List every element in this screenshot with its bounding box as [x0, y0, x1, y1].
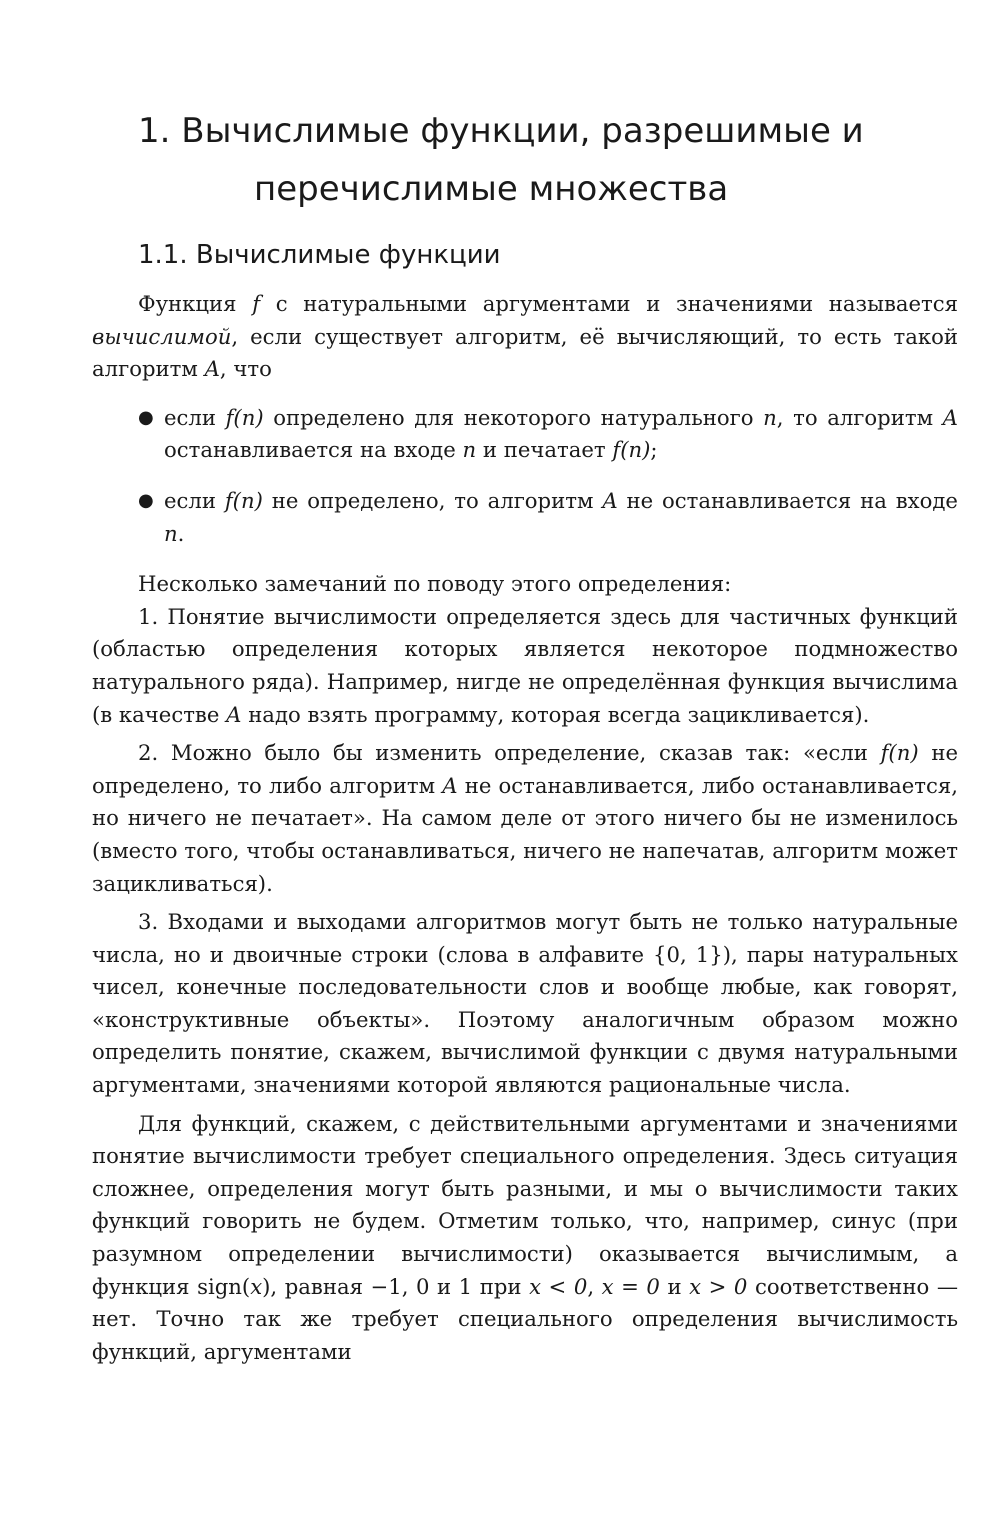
text-span: не определено, то либо алгоритм	[92, 740, 958, 798]
text-span: и	[659, 1273, 690, 1299]
math-fn: f(n)	[612, 437, 651, 463]
text-span: , то алгоритм	[776, 404, 943, 430]
emphasized-term: вычислимой	[92, 323, 232, 349]
body-text	[92, 288, 958, 1368]
text-span: ;	[650, 437, 658, 463]
math-A: A	[602, 487, 618, 513]
text-span: с натуральными аргументами и значениями называется	[260, 291, 959, 316]
definition-paragraph	[92, 288, 958, 386]
text-span: не определено, то алгоритм	[262, 487, 603, 513]
text-span: если	[164, 487, 225, 513]
remark-2	[92, 737, 958, 900]
text-span: .	[177, 520, 185, 546]
text-span: 1. Понятие вычислимости определяется здесь для частичных функций (областью определения которых является некоторое подмножество натурального ряда). Например, нигде не определённая функция вычислима (в качестве	[92, 603, 958, 727]
math-A: A	[204, 356, 220, 382]
math-n: n	[164, 520, 178, 546]
math-A: A	[226, 701, 242, 727]
chapter-title-line-2: перечислимые множества	[254, 169, 729, 209]
section-title: 1.1. Вычислимые функции	[138, 240, 501, 270]
math-A: A	[442, 772, 458, 798]
bullet-icon: ●	[138, 406, 154, 428]
remarks-intro: Несколько замечаний по поводу этого определения:	[138, 571, 732, 597]
math-A: A	[942, 404, 958, 430]
text-span: 2. Можно было бы изменить определение, сказав так: «если	[138, 740, 881, 766]
text-span: и печатает	[476, 437, 613, 463]
math-fn: f(n)	[880, 740, 919, 766]
real-functions-paragraph	[92, 1108, 958, 1369]
list-item	[138, 402, 958, 467]
text-span: надо взять программу, которая всегда зацикливается).	[241, 701, 870, 727]
text-span: останавливается на входе	[164, 437, 463, 463]
text-span: ,	[587, 1273, 602, 1299]
text-span: ), равная −1, 0 и 1 при	[262, 1273, 530, 1299]
text-span: , что	[219, 356, 272, 382]
bullet-icon: ●	[138, 489, 154, 511]
math-condition: x > 0	[689, 1273, 748, 1299]
math-n: n	[763, 404, 777, 430]
math-fn: f(n)	[224, 487, 263, 513]
definition-conditions-list	[92, 402, 958, 550]
list-item	[138, 485, 958, 550]
text-span: не останавливается, либо останавливается, но ничего не печатает». На самом деле от этого ничего бы не изменилось (вместо того, чтобы останавливаться, ничего не напечатав, алгоритм может зацикливаться).	[92, 772, 958, 896]
math-n: n	[462, 437, 477, 463]
text-span: соответственно — нет. Точно так же требует специального определения вычислимость функций, аргументами	[92, 1273, 959, 1364]
math-x: x	[250, 1273, 263, 1299]
math-condition: x = 0	[601, 1273, 660, 1299]
text-span: если	[164, 404, 226, 430]
math-f: f	[252, 291, 261, 316]
chapter-title-line-1: 1. Вычислимые функции, разрешимые и	[138, 111, 864, 151]
text-span: Функция	[138, 291, 253, 316]
text-span: не останавливается на входе	[617, 487, 958, 513]
remark-3: 3. Входами и выходами алгоритмов могут быть не только натуральные числа, но и двоичные строки (слова в алфавите {0, 1}), пары натуральных чисел, конечные последовательности слов и вообще любые, как говорят, «конструктивные объекты». Поэтому аналогичным образом можно определить понятие, скажем, вычислимой функции с двумя натуральными аргументами, значениями которой являются рациональные числа.	[92, 909, 958, 1098]
text-span: Для функций, скажем, с действительными аргументами и значениями понятие вычислимости требует специального определения. Здесь ситуация сложнее, определения могут быть разными, и мы о вычислимости таких функций говорить не будем. Отметим только, что, например, синус (при разумном определении вычислимости) оказывается вычислимым, а функция sign(	[92, 1110, 958, 1299]
math-condition: x < 0	[529, 1273, 588, 1299]
math-fn: f(n)	[225, 404, 264, 430]
chapter-title	[92, 102, 958, 218]
remark-1	[92, 601, 958, 731]
text-span: , если существует алгоритм, её вычисляющий, то есть такой алгоритм	[92, 323, 958, 382]
text-span: определено для некоторого натурального	[263, 404, 764, 430]
